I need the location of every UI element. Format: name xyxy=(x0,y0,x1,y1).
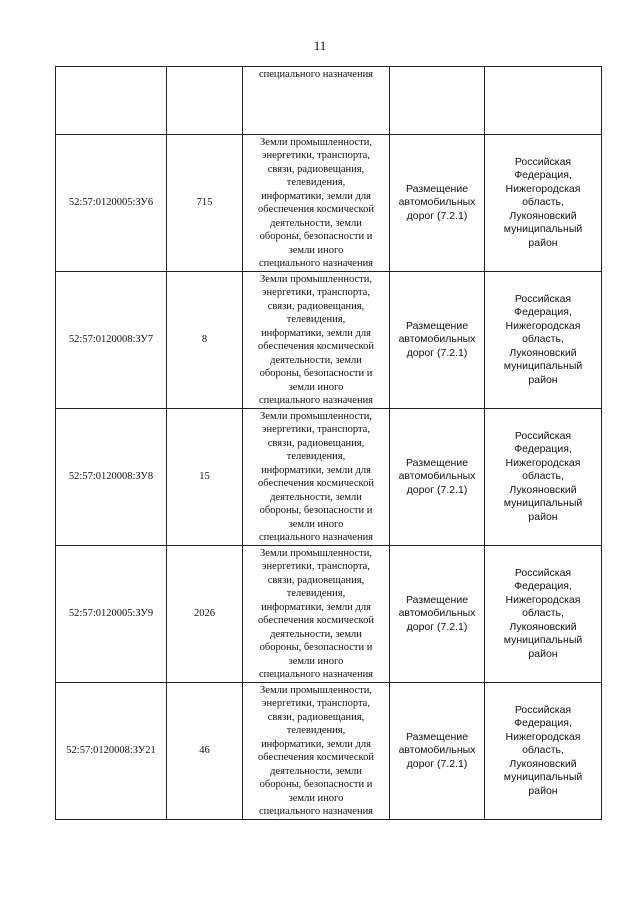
use-cell: Размещение автомобильных дорог (7.2.1) xyxy=(390,546,485,683)
cadastral-cell xyxy=(56,67,167,135)
use-cell: Размещение автомобильных дорог (7.2.1) xyxy=(390,272,485,409)
table-row-continuation xyxy=(56,67,602,135)
cadastral-cell: 52:57:0120008:ЗУ8 xyxy=(56,409,167,546)
area-cell: 8 xyxy=(167,272,243,409)
table-row xyxy=(56,409,602,546)
area-cell: 46 xyxy=(167,683,243,820)
cadastral-cell: 52:57:0120005:ЗУ6 xyxy=(56,135,167,272)
cadastral-cell: 52:57:0120005:ЗУ9 xyxy=(56,546,167,683)
location-cell xyxy=(485,67,602,135)
area-cell: 15 xyxy=(167,409,243,546)
category-cell: Земли промышленности, энергетики, транспорта, связи, радиовещания, телевидения, информатики, земли для обеспечения космической деятельности, земли обороны, безопасности и земли иного специального назначения xyxy=(243,546,390,683)
use-cell: Размещение автомобильных дорог (7.2.1) xyxy=(390,135,485,272)
category-cell: Земли промышленности, энергетики, транспорта, связи, радиовещания, телевидения, информатики, земли для обеспечения космической деятельности, земли обороны, безопасности и земли иного специального назначения xyxy=(243,272,390,409)
table-row xyxy=(56,135,602,272)
location-cell: Российская Федерация, Нижегородская область, Лукояновский муниципальный район xyxy=(485,683,602,820)
location-cell: Российская Федерация, Нижегородская область, Лукояновский муниципальный район xyxy=(485,546,602,683)
use-cell: Размещение автомобильных дорог (7.2.1) xyxy=(390,683,485,820)
location-cell: Российская Федерация, Нижегородская область, Лукояновский муниципальный район xyxy=(485,135,602,272)
area-cell: 715 xyxy=(167,135,243,272)
area-cell xyxy=(167,67,243,135)
cadastral-cell: 52:57:0120008:ЗУ7 xyxy=(56,272,167,409)
table-row xyxy=(56,683,602,820)
category-cell: специального назначения xyxy=(243,67,390,135)
location-cell: Российская Федерация, Нижегородская область, Лукояновский муниципальный район xyxy=(485,272,602,409)
page-number: 11 xyxy=(313,38,327,53)
area-cell: 2026 xyxy=(167,546,243,683)
land-plots-table xyxy=(55,66,602,820)
table-row xyxy=(56,272,602,409)
table-row xyxy=(56,546,602,683)
category-cell: Земли промышленности, энергетики, транспорта, связи, радиовещания, телевидения, информатики, земли для обеспечения космической деятельности, земли обороны, безопасности и земли иного специального назначения xyxy=(243,409,390,546)
location-cell: Российская Федерация, Нижегородская область, Лукояновский муниципальный район xyxy=(485,409,602,546)
use-cell xyxy=(390,67,485,135)
category-cell: Земли промышленности, энергетики, транспорта, связи, радиовещания, телевидения, информатики, земли для обеспечения космической деятельности, земли обороны, безопасности и земли иного специального назначения xyxy=(243,135,390,272)
use-cell: Размещение автомобильных дорог (7.2.1) xyxy=(390,409,485,546)
cadastral-cell: 52:57:0120008:ЗУ21 xyxy=(56,683,167,820)
category-cell: Земли промышленности, энергетики, транспорта, связи, радиовещания, телевидения, информатики, земли для обеспечения космической деятельности, земли обороны, безопасности и земли иного специального назначения xyxy=(243,683,390,820)
